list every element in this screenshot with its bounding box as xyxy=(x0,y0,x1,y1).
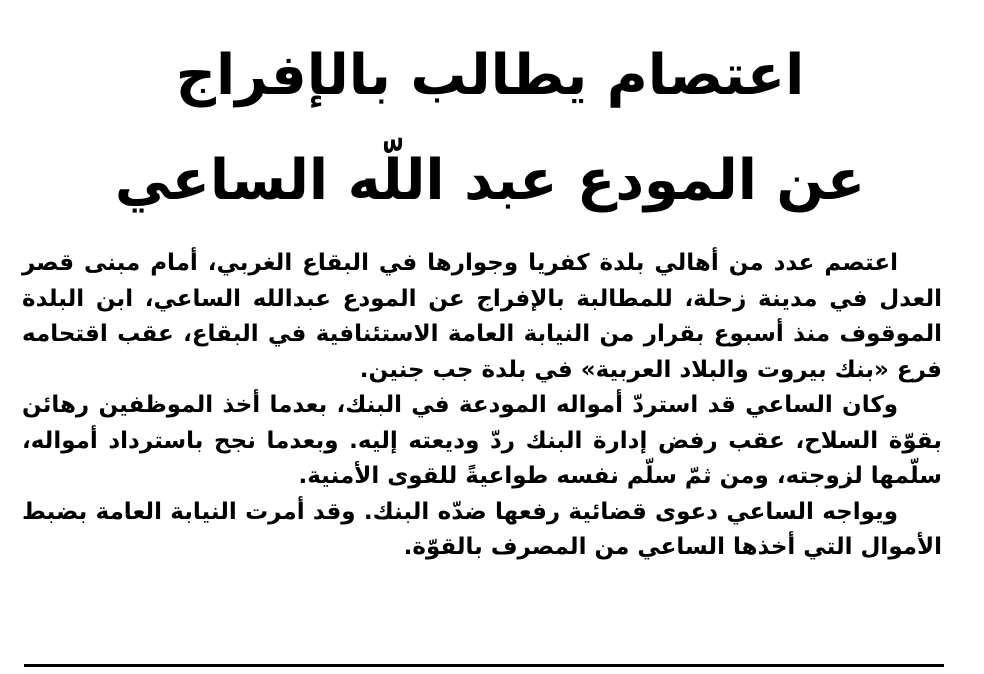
headline-line-2: عن المودع عبد اللّه الساعي xyxy=(114,148,866,213)
paragraph-3: ويواجه الساعي دعوى قضائية رفعها ضدّه البنك. وقد أمرت النيابة العامة بضبط الأموال التي أخذها الساعي من المصرف بالقوّة. xyxy=(22,498,942,560)
paragraph-1: اعتصم عدد من أهالي بلدة كفريا وجوارها في البقاع الغربي، أمام مبنى قصر العدل في مدينة زحلة، للمطالبة بالإفراج عن المودع عبدالله الساعي، ابن البلدة الموقوف منذ أسبوع بقرار من النيابة العامة الاستئنافية في البقاع، عقب اقتحامه فرع «بنك بيروت والبلاد العربية» في بلدة جب جنين. xyxy=(22,250,942,383)
paragraph-2: وكان الساعي قد استردّ أمواله المودعة في البنك، بعدما أخذ الموظفين رهائن بقوّة السلاح، عقب رفض إدارة البنك ردّ وديعته إليه. وبعدما نجح باسترداد أمواله، سلّمها لزوجته، ومن ثمّ سلّم نفسه طواعيةً للقوى الأمنية. xyxy=(22,392,942,489)
article-body xyxy=(22,246,942,566)
bottom-divider xyxy=(24,664,944,667)
headline-line-1: اعتصام يطالب بالإفراج xyxy=(175,43,805,108)
